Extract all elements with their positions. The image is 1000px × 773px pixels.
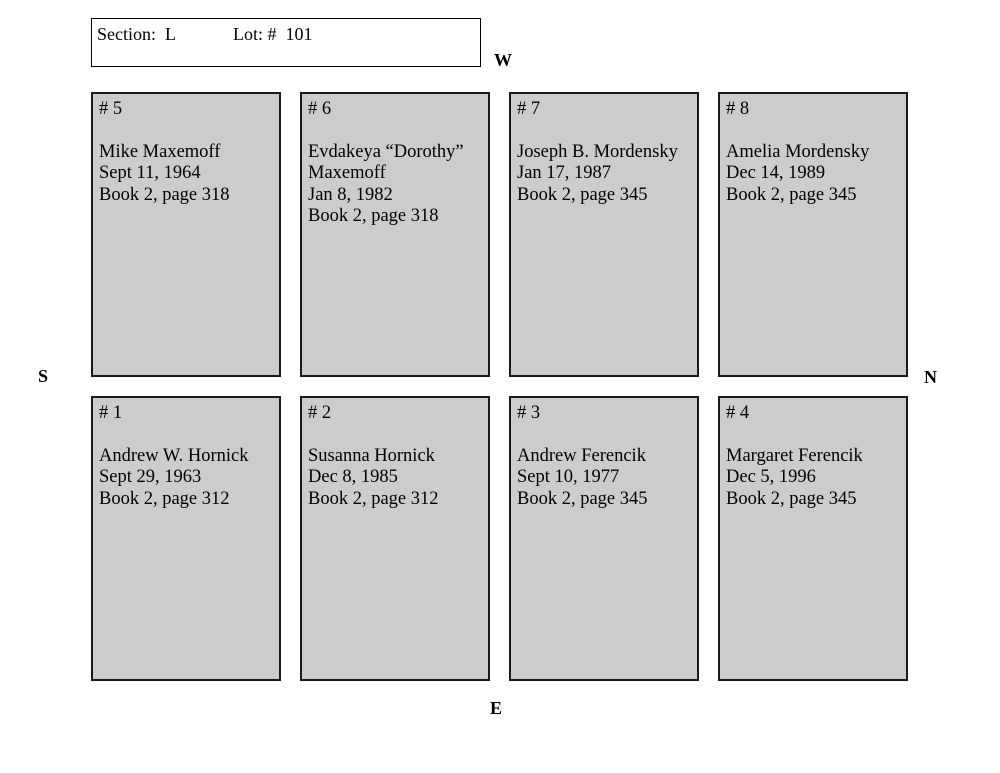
plot-number: # 7 [517,99,541,119]
plot-record: Book 2, page 345 [726,184,857,205]
compass-south: S [38,366,49,386]
plot-7 [509,92,699,377]
plot-date: Jan 17, 1987 [517,163,612,183]
plot-date: Sept 11, 1964 [99,163,201,183]
plot-name: Mike Maxemoff [99,141,221,162]
compass-west: W [494,50,512,70]
compass-north: N [924,367,937,387]
compass-east: E [490,698,503,718]
plot-number: # 4 [726,403,750,423]
plot-date: Dec 8, 1985 [308,467,398,487]
section-label: Section: L [97,24,176,44]
plot-8 [718,92,908,377]
plot-name-continued: Maxemoff [308,163,386,183]
plot-number: # 6 [308,99,332,119]
plot-4 [718,396,908,681]
plot-date: Sept 10, 1977 [517,467,620,487]
plot-record: Book 2, page 318 [99,184,230,205]
plot-name: Andrew W. Hornick [99,445,249,466]
section-lot-box [91,18,481,67]
plot-number: # 1 [99,403,123,423]
plot-2 [300,396,490,681]
plot-number: # 3 [517,403,541,423]
plot-6 [300,92,490,377]
plot-name: Susanna Hornick [308,445,435,466]
plot-date: Dec 5, 1996 [726,467,816,487]
plot-record: Book 2, page 345 [517,488,648,509]
plot-name: Margaret Ferencik [726,445,863,466]
plot-name: Andrew Ferencik [517,445,646,466]
plot-number: # 2 [308,403,332,423]
plot-name: Amelia Mordensky [726,141,870,162]
plot-date: Dec 14, 1989 [726,163,826,183]
plot-date: Sept 29, 1963 [99,467,202,487]
lot-label: Lot: # 101 [233,24,313,44]
plot-record: Book 2, page 312 [308,488,439,509]
plot-1 [91,396,281,681]
plot-3 [509,396,699,681]
plot-name: Evdakeya “Dorothy” [308,141,464,162]
plot-record: Book 2, page 318 [308,206,439,226]
plot-name: Joseph B. Mordensky [517,141,678,162]
plot-number: # 8 [726,99,750,119]
plot-record: Book 2, page 345 [517,184,648,205]
plot-number: # 5 [99,99,123,119]
plot-date: Jan 8, 1982 [308,184,393,205]
plot-5 [91,92,281,377]
plot-record: Book 2, page 345 [726,488,857,509]
plot-record: Book 2, page 312 [99,488,230,509]
